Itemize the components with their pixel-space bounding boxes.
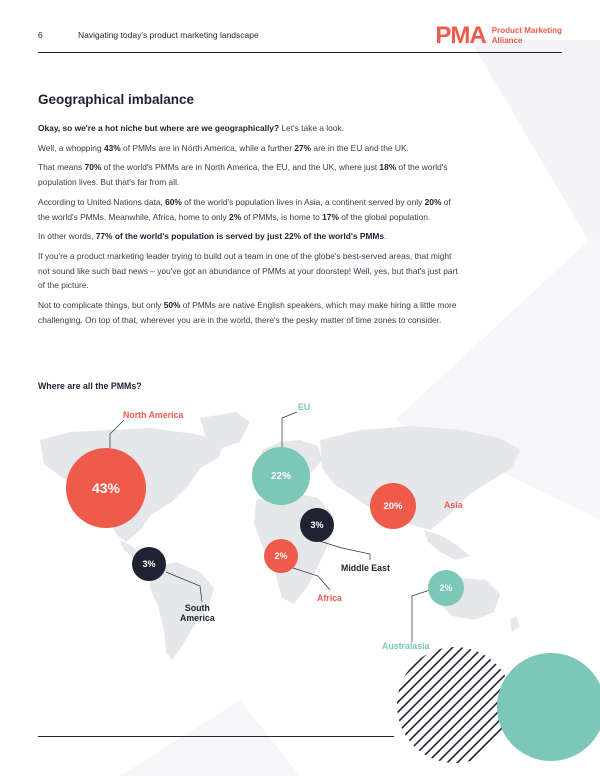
label-australasia: Australasia bbox=[382, 641, 430, 651]
label-asia: Asia bbox=[444, 500, 463, 510]
bold-text: 2% bbox=[229, 211, 242, 222]
bold-text: 70% bbox=[84, 162, 102, 173]
bold-text: 77% of the world's population is served by just 22% of the world's PMMs bbox=[95, 231, 385, 242]
text: are in the EU and the UK. bbox=[311, 142, 409, 153]
asia-shape bbox=[320, 426, 520, 530]
bold-text: 60% bbox=[165, 196, 182, 207]
footer-rule bbox=[38, 736, 394, 737]
section-heading: Geographical imbalance bbox=[38, 92, 195, 107]
bold-text: 50% bbox=[163, 300, 181, 311]
label-north-america: North America bbox=[123, 410, 184, 420]
text: of the world's population lives in Asia, a continent served by only bbox=[181, 196, 425, 207]
paragraph-6 bbox=[38, 249, 458, 293]
label-middle-east: Middle East bbox=[341, 563, 390, 573]
text: According to United Nations data, bbox=[38, 196, 166, 207]
text: In other words, bbox=[38, 231, 96, 242]
pma-logo bbox=[435, 22, 562, 50]
logo-line-1: Product Marketing bbox=[491, 26, 562, 35]
paragraph-4 bbox=[38, 195, 458, 224]
paragraph-1 bbox=[38, 121, 458, 136]
label-eu: EU bbox=[298, 402, 311, 412]
paragraph-2 bbox=[38, 141, 458, 156]
label-south-america-line1: South bbox=[184, 603, 210, 613]
leader-australasia bbox=[412, 590, 430, 642]
map-heading: Where are all the PMMs? bbox=[38, 381, 142, 391]
label-africa: Africa bbox=[317, 593, 342, 603]
bubble-value: 22% bbox=[270, 470, 291, 482]
bubble-asia bbox=[370, 483, 416, 529]
bold-text: 20% bbox=[424, 196, 442, 207]
text: of the global population. bbox=[338, 211, 431, 222]
logo-line-2: Alliance bbox=[491, 36, 523, 45]
bubble-north-america bbox=[66, 448, 146, 528]
text: Well, a whopping bbox=[38, 142, 104, 153]
label-south-america-line2: America bbox=[180, 613, 215, 623]
bubble-value: 2% bbox=[439, 583, 453, 593]
bold-text: 43% bbox=[103, 142, 121, 153]
bold-text: Okay, so we're a hot niche but where are we geographically? bbox=[38, 123, 280, 133]
southeast-asia-shape bbox=[424, 530, 470, 560]
text: That means bbox=[38, 162, 85, 173]
logo-mark: PMA bbox=[435, 22, 486, 49]
bubble-value: 2% bbox=[274, 551, 288, 561]
text: Not to complicate things, but only bbox=[38, 300, 164, 311]
bubble-south-america bbox=[132, 547, 166, 581]
text: of PMMs, is home to bbox=[241, 211, 323, 222]
bubble-value: 3% bbox=[310, 520, 324, 530]
new-zealand-shape bbox=[510, 616, 520, 632]
page-number: 6 bbox=[38, 30, 43, 40]
bold-text: 17% bbox=[322, 211, 339, 222]
body-text bbox=[38, 121, 458, 332]
bold-text: 18% bbox=[379, 162, 397, 173]
page-header bbox=[38, 22, 562, 52]
bubble-australasia bbox=[428, 570, 464, 606]
bold-text: 27% bbox=[294, 142, 312, 153]
text: of PMMs are in North America, while a further bbox=[120, 142, 295, 153]
label-south-america bbox=[180, 603, 215, 623]
text: of PMMs are native English speakers, which may make hiring a little more challenging. On top of that, wherever you are in the world, there's the pesky matter of time zones to consider. bbox=[38, 300, 457, 325]
text: of the world's PMMs are in North America, the EU, and the UK, where just bbox=[101, 162, 380, 173]
bubble-eu bbox=[252, 447, 310, 505]
bubble-value: 20% bbox=[383, 500, 403, 512]
logo-wordmark bbox=[492, 26, 562, 46]
paragraph-7 bbox=[38, 298, 458, 327]
text: If you're a product marketing leader trying to build out a team in one of the globe's best-served areas, that might not sound like such bad news – you've got an abundance of PMMs at your doorstep! Well, yes, but that's just part of the picture. bbox=[38, 250, 458, 291]
paragraph-5 bbox=[38, 229, 458, 244]
bubble-middle-east bbox=[300, 508, 334, 542]
text: Let's take a look. bbox=[279, 123, 344, 133]
bubble-value: 43% bbox=[91, 480, 121, 496]
text: . bbox=[384, 231, 387, 242]
paragraph-3 bbox=[38, 160, 458, 189]
bubble-value: 3% bbox=[142, 559, 156, 569]
bubble-africa bbox=[264, 539, 298, 573]
text: of the world's PMMs. Meanwhile, Africa, home to only bbox=[38, 196, 451, 222]
header-rule bbox=[38, 52, 562, 53]
text: of the world's population lives. But that's far from all. bbox=[38, 162, 448, 188]
running-title: Navigating today's product marketing landscape bbox=[78, 30, 259, 40]
